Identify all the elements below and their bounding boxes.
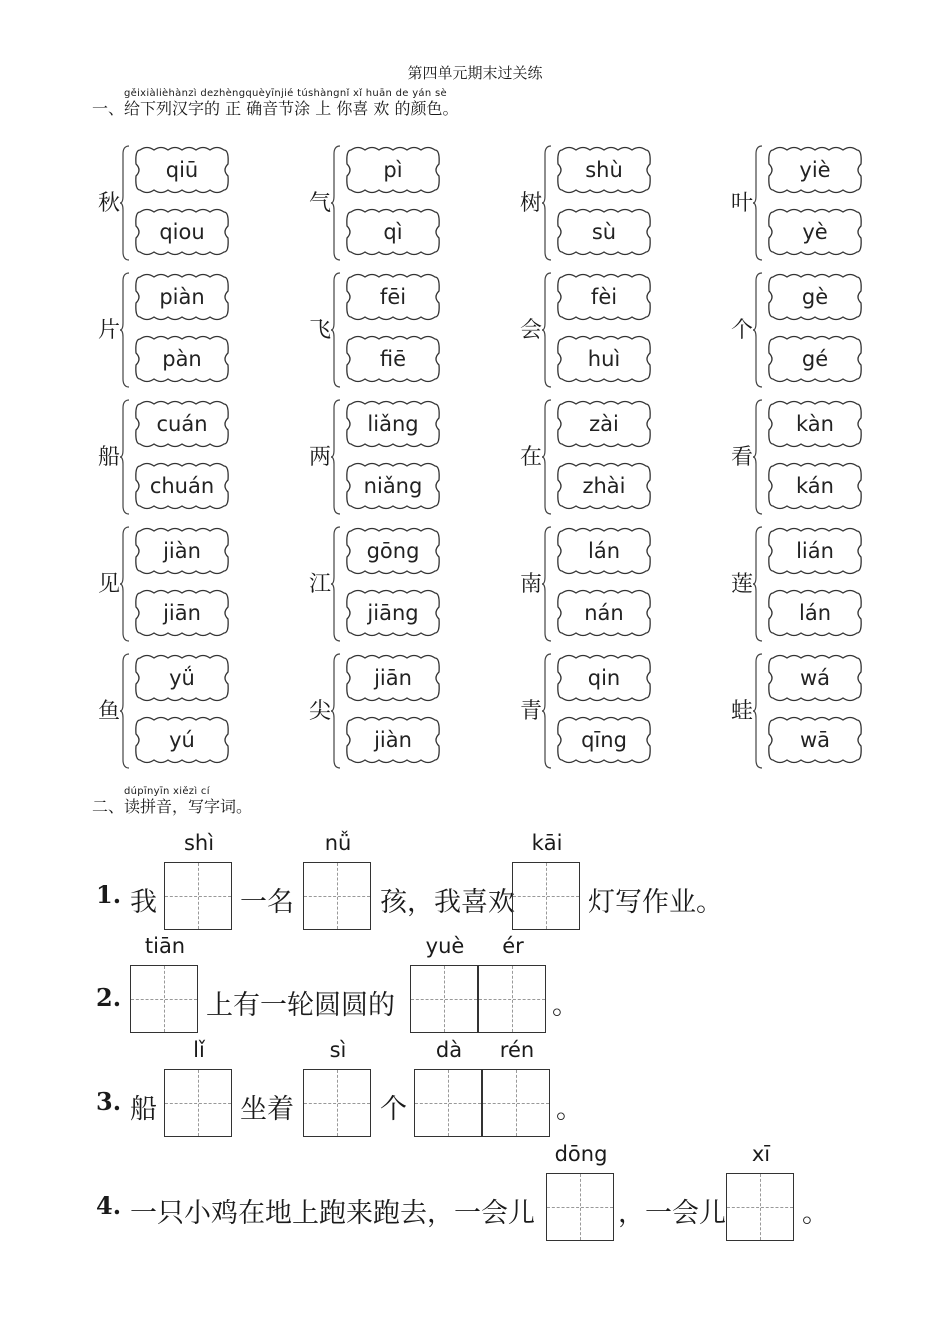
- pinyin-option-label: kàn: [796, 412, 834, 436]
- pinyin-option[interactable]: [345, 527, 441, 575]
- pinyin-option[interactable]: [556, 462, 652, 510]
- hanzi-item: [303, 140, 513, 266]
- pinyin-option[interactable]: [345, 273, 441, 321]
- pinyin-option[interactable]: [767, 527, 863, 575]
- hanzi-character: 南: [520, 572, 543, 597]
- pinyin-option-label: jiàn: [163, 539, 201, 563]
- question-text: 我: [130, 887, 157, 918]
- question-text: 坐着: [240, 1094, 294, 1125]
- box-pinyin: nǚ: [324, 831, 352, 855]
- hanzi-item: [92, 521, 302, 647]
- question-text: 。: [802, 1198, 829, 1229]
- pinyin-option[interactable]: [556, 654, 652, 702]
- brace-icon: [542, 525, 552, 643]
- box-pinyin: kāi: [531, 831, 563, 855]
- writing-box[interactable]: [546, 1142, 614, 1241]
- brace-icon: [542, 271, 552, 389]
- hanzi-character: 树: [520, 191, 543, 216]
- pinyin-option-label: lián: [796, 539, 834, 563]
- hanzi-character: 船: [98, 445, 121, 470]
- pinyin-option[interactable]: [134, 146, 230, 194]
- hanzi-character: 秋: [98, 191, 121, 216]
- page-title: 第四单元期末过关练: [407, 64, 543, 82]
- pinyin-option[interactable]: [767, 716, 863, 764]
- section-1-label: 一、给下列汉字的 正 确音节涂 上 你喜 欢 的颜色。: [92, 99, 459, 118]
- brace-icon: [753, 398, 763, 516]
- question-text: 灯写作业。: [588, 887, 723, 918]
- writing-box[interactable]: [512, 831, 580, 930]
- hanzi-character: 片: [98, 318, 121, 343]
- hanzi-item: [725, 521, 935, 647]
- hanzi-character: 个: [731, 318, 754, 343]
- pinyin-option[interactable]: [134, 589, 230, 637]
- pinyin-option[interactable]: [556, 335, 652, 383]
- hanzi-character: 气: [309, 191, 332, 216]
- section-1-pinyin: gěixiàlièhànzì dezhèngquèyīnjié túshàngnǐ xǐ huān de yán sè: [124, 88, 447, 99]
- brace-icon: [331, 398, 341, 516]
- pinyin-option-label: jiāng: [367, 601, 419, 625]
- pinyin-option[interactable]: [134, 716, 230, 764]
- question-text: 孩，我喜欢: [380, 887, 515, 918]
- pinyin-option-label: piàn: [159, 285, 205, 309]
- box-pinyin: ér: [502, 934, 524, 958]
- hanzi-item: [303, 267, 513, 393]
- question-text: ，一会儿: [618, 1198, 726, 1229]
- brace-icon: [753, 525, 763, 643]
- pinyin-option[interactable]: [556, 146, 652, 194]
- question-text: 个: [380, 1094, 407, 1125]
- pinyin-option-label: jiàn: [374, 728, 412, 752]
- brace-icon: [753, 271, 763, 389]
- writing-box[interactable]: [726, 1142, 794, 1241]
- brace-icon: [120, 271, 130, 389]
- question-number: 3.: [96, 1087, 122, 1116]
- brace-icon: [331, 652, 341, 770]
- brace-icon: [753, 144, 763, 262]
- question-number: 2.: [96, 983, 122, 1012]
- writing-box[interactable]: [164, 1038, 232, 1137]
- pinyin-option-label: nán: [584, 601, 624, 625]
- brace-icon: [331, 271, 341, 389]
- brace-icon: [753, 652, 763, 770]
- writing-box[interactable]: [410, 934, 478, 1033]
- pinyin-option[interactable]: [134, 462, 230, 510]
- hanzi-item: [92, 267, 302, 393]
- pinyin-option-label: qin: [587, 666, 621, 690]
- pinyin-option[interactable]: [767, 335, 863, 383]
- pinyin-option-label: yú: [169, 728, 195, 752]
- brace-icon: [120, 652, 130, 770]
- pinyin-option[interactable]: [134, 335, 230, 383]
- hanzi-item: [303, 648, 513, 774]
- pinyin-option-label: zài: [589, 412, 619, 436]
- hanzi-character: 两: [309, 445, 332, 470]
- hanzi-item: [725, 648, 935, 774]
- hanzi-item: [514, 267, 724, 393]
- hanzi-character: 江: [309, 572, 332, 597]
- question-text: 上有一轮圆圆的: [206, 990, 395, 1021]
- hanzi-item: [725, 140, 935, 266]
- pinyin-option[interactable]: [556, 400, 652, 448]
- pinyin-option-label: lán: [587, 539, 620, 563]
- hanzi-character: 飞: [309, 318, 332, 343]
- box-pinyin: xī: [751, 1142, 771, 1166]
- pinyin-option[interactable]: [767, 146, 863, 194]
- pinyin-option[interactable]: [556, 589, 652, 637]
- pinyin-option-label: gōng: [366, 539, 420, 563]
- pinyin-option-label: zhài: [582, 474, 626, 498]
- pinyin-option[interactable]: [767, 654, 863, 702]
- pinyin-option-label: gè: [801, 285, 829, 309]
- brace-icon: [120, 398, 130, 516]
- pinyin-option-label: sù: [591, 220, 617, 244]
- pinyin-option[interactable]: [134, 654, 230, 702]
- pinyin-option[interactable]: [556, 273, 652, 321]
- pinyin-option-label: chuán: [149, 474, 215, 498]
- pinyin-option-label: pì: [383, 158, 403, 182]
- question-number: 4.: [96, 1191, 122, 1220]
- pinyin-option-label: liǎng: [367, 412, 419, 436]
- section-1-heading: [92, 88, 459, 119]
- pinyin-option-label: huì: [587, 347, 621, 371]
- question-text: 一只小鸡在地上跑来跑去，一会儿: [130, 1198, 535, 1229]
- pinyin-option-label: lán: [798, 601, 831, 625]
- hanzi-item: [725, 394, 935, 520]
- box-pinyin: lǐ: [193, 1038, 205, 1062]
- pinyin-option-label: gé: [801, 347, 829, 371]
- box-pinyin: dōng: [554, 1142, 608, 1166]
- question-text: 。: [556, 1094, 583, 1125]
- hanzi-item: [514, 521, 724, 647]
- hanzi-character: 莲: [731, 572, 754, 597]
- hanzi-character: 看: [731, 445, 754, 470]
- pinyin-option-label: fèi: [590, 285, 618, 309]
- pinyin-option-label: qīng: [581, 728, 627, 752]
- pinyin-option[interactable]: [345, 400, 441, 448]
- pinyin-option-label: wá: [799, 666, 831, 690]
- pinyin-option-label: shù: [585, 158, 623, 182]
- hanzi-character: 叶: [731, 191, 754, 216]
- pinyin-option[interactable]: [345, 146, 441, 194]
- pinyin-option-label: qiou: [159, 220, 205, 244]
- pinyin-option[interactable]: [345, 208, 441, 256]
- hanzi-item: [725, 267, 935, 393]
- pinyin-option-label: yè: [802, 220, 828, 244]
- hanzi-character: 青: [520, 699, 543, 724]
- pinyin-option[interactable]: [767, 400, 863, 448]
- pinyin-option[interactable]: [345, 589, 441, 637]
- pinyin-option[interactable]: [767, 208, 863, 256]
- section-2-label: 二、读拼音，写字词。: [92, 797, 253, 816]
- hanzi-character: 会: [520, 318, 543, 343]
- writing-box[interactable]: [478, 934, 546, 1033]
- box-pinyin: rén: [499, 1038, 535, 1062]
- brace-icon: [120, 525, 130, 643]
- writing-box[interactable]: [303, 831, 371, 930]
- pinyin-option[interactable]: [556, 716, 652, 764]
- hanzi-character: 蛙: [731, 699, 754, 724]
- pinyin-option-label: jiān: [374, 666, 412, 690]
- question-text: 一名: [240, 887, 294, 918]
- hanzi-character: 鱼: [98, 699, 121, 724]
- writing-box[interactable]: [414, 1038, 482, 1137]
- hanzi-item: [92, 394, 302, 520]
- hanzi-item: [92, 648, 302, 774]
- pinyin-option-label: yiè: [799, 158, 831, 182]
- box-pinyin: yuè: [425, 934, 465, 958]
- brace-icon: [542, 398, 552, 516]
- pinyin-option[interactable]: [556, 208, 652, 256]
- hanzi-item: [514, 648, 724, 774]
- box-pinyin: sì: [329, 1038, 347, 1062]
- pinyin-option[interactable]: [134, 273, 230, 321]
- pinyin-option[interactable]: [134, 208, 230, 256]
- hanzi-character: 见: [98, 572, 121, 597]
- question-number: 1.: [96, 880, 122, 909]
- pinyin-option[interactable]: [345, 462, 441, 510]
- pinyin-option-label: pàn: [162, 347, 202, 371]
- pinyin-option-label: yǘ: [169, 666, 195, 690]
- pinyin-option[interactable]: [767, 589, 863, 637]
- writing-box[interactable]: [303, 1038, 371, 1137]
- pinyin-option[interactable]: [345, 335, 441, 383]
- section-2-pinyin: dúpīnyīn xiězì cí: [124, 786, 210, 797]
- hanzi-item: [514, 140, 724, 266]
- question-text: 。: [552, 990, 579, 1021]
- writing-box[interactable]: [130, 934, 198, 1033]
- pinyin-option-label: qiū: [165, 158, 199, 182]
- pinyin-option-label: jiān: [163, 601, 201, 625]
- section-2-heading: [92, 786, 252, 817]
- pinyin-option[interactable]: [556, 527, 652, 575]
- question-text: 船: [130, 1094, 157, 1125]
- pinyin-option-label: niǎng: [363, 474, 423, 498]
- hanzi-item: [514, 394, 724, 520]
- pinyin-option-label: kán: [796, 474, 834, 498]
- hanzi-character: 尖: [309, 699, 332, 724]
- pinyin-option[interactable]: [345, 716, 441, 764]
- pinyin-option[interactable]: [345, 654, 441, 702]
- writing-box[interactable]: [482, 1038, 550, 1137]
- pinyin-option-label: cuán: [156, 412, 208, 436]
- brace-icon: [542, 144, 552, 262]
- brace-icon: [542, 652, 552, 770]
- hanzi-character: 在: [520, 445, 543, 470]
- pinyin-option-label: fiē: [379, 347, 407, 371]
- pinyin-option[interactable]: [134, 527, 230, 575]
- pinyin-option-label: wā: [799, 728, 831, 752]
- writing-box[interactable]: [164, 831, 232, 930]
- box-pinyin: dà: [435, 1038, 463, 1062]
- pinyin-option[interactable]: [767, 273, 863, 321]
- pinyin-option[interactable]: [767, 462, 863, 510]
- box-pinyin: shì: [183, 831, 215, 855]
- box-pinyin: tiān: [144, 934, 186, 958]
- brace-icon: [331, 525, 341, 643]
- pinyin-option[interactable]: [134, 400, 230, 448]
- brace-icon: [331, 144, 341, 262]
- hanzi-item: [303, 394, 513, 520]
- brace-icon: [120, 144, 130, 262]
- hanzi-item: [303, 521, 513, 647]
- pinyin-option-label: fēi: [379, 285, 407, 309]
- pinyin-option-label: qì: [383, 220, 403, 244]
- hanzi-item: [92, 140, 302, 266]
